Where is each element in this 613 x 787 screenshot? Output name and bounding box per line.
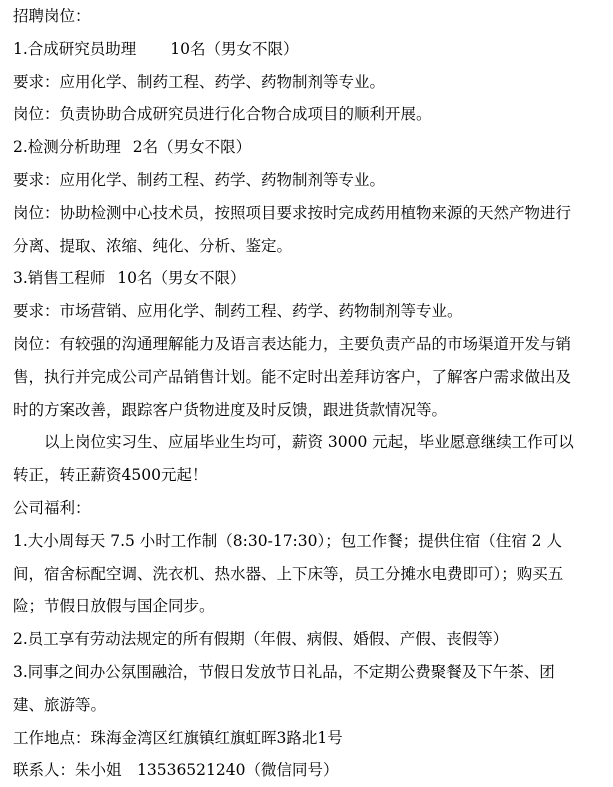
job-1-headcount: 10名（男女不限） [170,39,299,58]
job-3-title-line [13,262,605,295]
benefit-2-line-1: 2.员工享有劳动法规定的所有假期（年假、病假、婚假、产假、丧假等） [13,630,509,649]
benefit-1-line-1: 1.大小周每天 7.5 小时工作制（8:30-17:30）；包工作餐；提供住宿（住宿 2 人 [13,531,562,550]
job-2-title-line [13,131,605,164]
benefit-1-line-3: 险；节假日放假与国企同步。 [13,597,215,616]
contact-person: 联系人：朱小姐 13536521240（微信同号） [13,761,339,780]
job-1-title: 1.合成研究员助理 [13,39,137,58]
job-3-title: 3.销售工程师 [13,269,106,288]
job-3-duty-line-1: 岗位：有较强的沟通理解能力及语言表达能力，主要负责产品的市场渠道开发与销 [13,334,572,353]
job-2-requirement: 要求：应用化学、制药工程、药学、药物制剂等专业。 [13,170,386,189]
salary-line-2: 转正，转正薪资4500元起！ [13,466,208,485]
job-1-title-line [13,33,605,66]
benefit-3-line-1: 3.同事之间办公氛围融洽，节假日发放节日礼品，不定期公费聚餐及下午茶、团 [13,662,555,681]
job-2-headcount: 2名（男女不限） [132,138,252,157]
salary-line-1: 以上岗位实习生、应届毕业生均可，薪资 3000 元起，毕业愿意继续工作可以 [44,433,574,452]
work-address: 工作地点：珠海金湾区红旗镇红旗虹晖3路北1号 [13,728,343,747]
job-3-duty-line-3: 时的方案改善，跟踪客户货物进度及时反馈，跟进货款情况等。 [13,400,448,419]
recruitment-document [13,0,605,787]
job-1-duty-line-1: 岗位：负责协助合成研究员进行化合物合成项目的顺利开展。 [13,105,432,124]
job-2-duty-line-2: 分离、提取、浓缩、纯化、分析、鉴定。 [13,236,293,255]
job-3-duty-line-2: 售，执行并完成公司产品销售计划。能不定时出差拜访客户，了解客户需求做出及 [13,367,572,386]
heading-benefits: 公司福利： [13,498,91,517]
job-2-title: 2.检测分析助理 [13,138,121,157]
heading-positions: 招聘岗位： [13,7,91,25]
benefit-3-line-2: 建、旅游等。 [13,695,107,714]
job-3-headcount: 10名（男女不限） [117,269,246,288]
job-3-requirement: 要求：市场营销、应用化学、制药工程、药学、药物制剂等专业。 [13,302,463,321]
job-1-requirement: 要求：应用化学、制药工程、药学、药物制剂等专业。 [13,72,386,91]
benefit-1-line-2: 间，宿舍标配空调、洗衣机、热水器、上下床等，员工分摊水电费即可）；购买五 [13,564,564,583]
job-2-duty-line-1: 岗位：协助检测中心技术员，按照项目要求按时完成药用植物来源的天然产物进行 [13,203,572,222]
